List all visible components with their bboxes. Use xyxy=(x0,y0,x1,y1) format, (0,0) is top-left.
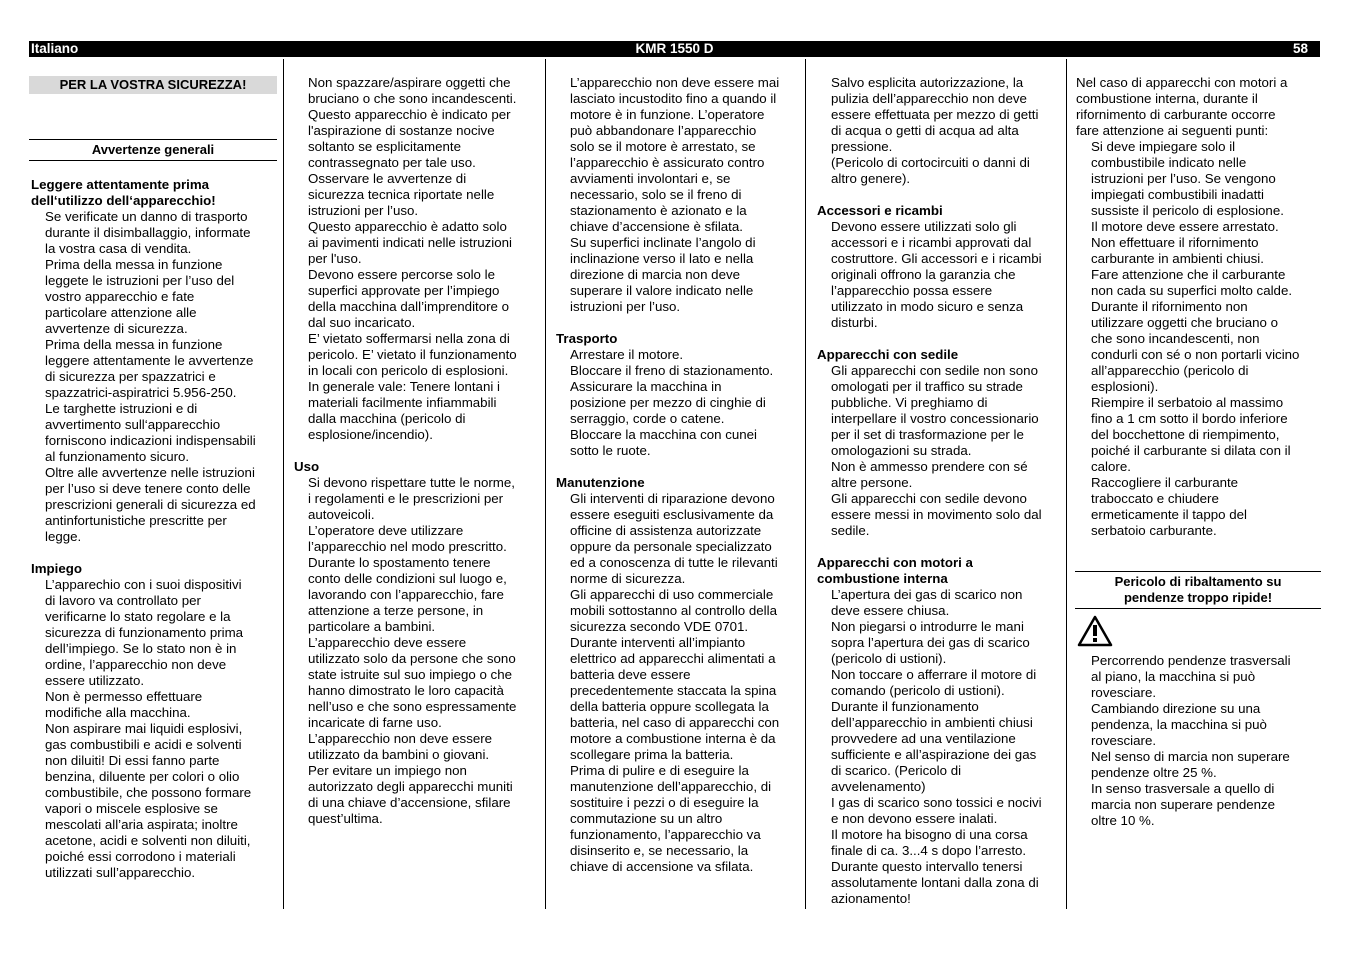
text-line: commutazione su un altro xyxy=(570,811,723,826)
text-line: utilizzare oggetti che bruciano o xyxy=(1091,315,1279,330)
text-line: all’apparecchio (pericolo di xyxy=(1091,363,1249,378)
text-line: Prima di pulire e di eseguire la xyxy=(570,763,749,778)
text-line: esplosioni). xyxy=(1091,379,1159,394)
text-line: ai pavimenti indicati nelle istruzioni xyxy=(308,235,512,250)
text-line: chiave di accensione va sfilata. xyxy=(570,859,754,874)
text-line: precedentemente staccata la spina xyxy=(570,683,777,698)
text-line: durante il disimballaggio, informate xyxy=(45,225,251,240)
read-heading: dell‘utilizzo dell‘apparecchio! xyxy=(31,193,216,208)
text-line: esplosione/incendio). xyxy=(308,427,433,442)
text-line: necessario, solo se il freno di xyxy=(570,187,742,202)
text-line: la vostra casa di vendita. xyxy=(45,241,192,256)
text-line: attenzione a terze persone, in xyxy=(308,603,484,618)
text-line: solo se il motore è arrestato, se xyxy=(570,139,756,154)
text-line: mobili sottostanno al controllo della xyxy=(570,603,777,618)
accessori-heading: Accessori e ricambi xyxy=(817,203,943,218)
text-line: sostituire i pezzi o di eseguire la xyxy=(570,795,759,810)
text-line: Non toccare o afferrare il motore di xyxy=(831,667,1037,682)
text-line: Questo apparecchio è adatto solo xyxy=(308,219,507,234)
text-line: avvertenze di sicurezza. xyxy=(45,321,188,336)
text-line: di lavoro va controllato per xyxy=(45,593,201,608)
text-line: Durante interventi all’impianto xyxy=(570,635,746,650)
text-line: essere messi in movimento solo dal xyxy=(831,507,1042,522)
text-line: superfici approvate per l’impiego xyxy=(308,283,500,298)
text-line: utilizzato da bambini o giovani. xyxy=(308,747,490,762)
text-line: particolare a bambini. xyxy=(308,619,436,634)
manutenzione-lines xyxy=(554,491,800,875)
text-line: hanno dimostrato le loro capacità xyxy=(308,683,504,698)
text-line: funzionamento, l’apparecchio va xyxy=(570,827,761,842)
column-divider xyxy=(805,59,806,909)
text-line: chiave d’accensione è sfilata. xyxy=(570,219,743,234)
text-line: fino a 1 cm sotto il bordo inferiore xyxy=(1091,411,1288,426)
text-line: I gas di scarico sono tossici e nocivi xyxy=(831,795,1042,810)
text-line: sedile. xyxy=(831,523,870,538)
text-line: Raccogliere il carburante xyxy=(1091,475,1239,490)
text-line: non cada su superfici molto calde. xyxy=(1091,283,1293,298)
text-line: sopra l’apertura dei gas di scarico xyxy=(831,635,1030,650)
text-line: Gli apparecchi con sedile non sono xyxy=(831,363,1038,378)
text-line: lavorando con l’apparecchio, fare xyxy=(308,587,504,602)
uso-heading: Uso xyxy=(294,459,320,474)
text-line: altro genere). xyxy=(831,171,911,186)
text-line: batteria, nel caso di apparecchi con xyxy=(570,715,780,730)
text-line: manutenzione dell’apparecchio, di xyxy=(570,779,772,794)
text-line: Non piegarsi o introdurre le mani xyxy=(831,619,1024,634)
text-line: L’operatore deve utilizzare xyxy=(308,523,464,538)
tip-over-title xyxy=(1075,571,1321,609)
text-line: Salvo esplicita autorizzazione, la xyxy=(831,75,1024,90)
text-line: leggere attentamente le avvertenze xyxy=(45,353,254,368)
impiego-lines xyxy=(29,577,277,881)
text-line: L’apparecchio deve essere xyxy=(308,635,467,650)
text-line: comando (pericolo di ustioni). xyxy=(831,683,1005,698)
text-line: acetone, acidi e solventi non diluiti, xyxy=(45,833,251,848)
read-lines xyxy=(29,209,277,545)
text-line: Si devono rispettare tutte le norme, xyxy=(308,475,515,490)
text-line: norme di sicurezza. xyxy=(570,571,686,586)
text-line: Riempire il serbatoio al massimo xyxy=(1091,395,1284,410)
text-line: non diluiti! Di essi fanno parte xyxy=(45,753,220,768)
text-line: l’apparecchio nel modo prescritto. xyxy=(308,539,507,554)
text-line: calore. xyxy=(1091,459,1131,474)
impiego-heading: Impiego xyxy=(31,561,82,576)
text-line: Durante lo spostamento tenere xyxy=(308,555,491,570)
text-line: che sono incandescenti, non xyxy=(1091,331,1260,346)
header-model: KMR 1550 D xyxy=(635,41,714,56)
general-warnings-title: Avvertenze generali xyxy=(29,139,277,161)
text-line: della batteria oppure scollegata la xyxy=(570,699,769,714)
text-line: motore è in funzione. L’operatore xyxy=(570,107,765,122)
manutenzione-heading: Manutenzione xyxy=(556,475,645,490)
text-line: Durante il funzionamento xyxy=(831,699,979,714)
text-line: rovesciare. xyxy=(1091,733,1157,748)
text-line: dal suo incaricato. xyxy=(308,315,416,330)
text-line: ordine, l’apparecchio non deve xyxy=(45,657,227,672)
text-line: essere effettuata per mezzo di getti xyxy=(831,107,1039,122)
text-line: Non è ammesso prendere con sé xyxy=(831,459,1028,474)
column-5 xyxy=(1075,75,1321,829)
warning-triangle-icon xyxy=(1075,609,1321,653)
text-line: autorizzato degli apparecchi muniti xyxy=(308,779,513,794)
text-line: costruttore. Gli accessori e i ricambi xyxy=(831,251,1042,266)
text-line: impiegati combustibili inadatti xyxy=(1091,187,1264,202)
text-line: interpellare il vostro concessionario xyxy=(831,411,1039,426)
text-line: ed a conoscenza di tutte le rilevanti xyxy=(570,555,778,570)
text-line: incaricate di farne uso. xyxy=(308,715,442,730)
text-line: traboccato e chiudere xyxy=(1091,491,1219,506)
tip-over-title-line: pendenze troppo ripide! xyxy=(1123,590,1273,605)
text-line: accessori e i ricambi approvati dal xyxy=(831,235,1032,250)
text-line: sufficiente e all’aspirazione dei gas xyxy=(831,747,1037,762)
header-language: Italiano xyxy=(31,41,79,56)
text-line: Gli interventi di riparazione devono xyxy=(570,491,775,506)
text-line: istruzioni per l’uso. xyxy=(308,203,419,218)
text-line: Prima della messa in funzione xyxy=(45,257,223,272)
text-line: ermeticamente il tappo del xyxy=(1091,507,1247,522)
text-line: i regolamenti e le prescrizioni per xyxy=(308,491,504,506)
text-line: finale di ca. 3...4 s dopo l’arresto. xyxy=(831,843,1027,858)
col2-lines xyxy=(292,75,540,443)
text-line: omologati per il traffico su strade xyxy=(831,379,1023,394)
text-line: L’apparechio con i suoi dispositivi xyxy=(45,577,242,592)
text-line: pubbliche. Vi preghiamo di xyxy=(831,395,988,410)
text-line: istruzioni per l’uso. xyxy=(570,299,681,314)
text-line: disinserito e, se necessario, la xyxy=(570,843,749,858)
text-line: stazionamento è azionato e la xyxy=(570,203,747,218)
text-line: pendenze oltre 25 %. xyxy=(1091,765,1217,780)
text-line: rovesciare. xyxy=(1091,685,1157,700)
tip-over-title-line: Pericolo di ribaltamento su xyxy=(1114,574,1282,589)
text-line: motore a combustione interna è da xyxy=(570,731,776,746)
text-line: pulizia dell’apparecchio non deve xyxy=(831,91,1027,106)
text-line: avvelenamento) xyxy=(831,779,926,794)
text-line: Le targhette istruzioni e di xyxy=(45,401,198,416)
text-line: della macchina dall’imprenditore o xyxy=(308,299,510,314)
text-line: Non spazzare/aspirare oggetti che xyxy=(308,75,511,90)
text-line: mescolati all’aria aspirata; inoltre xyxy=(45,817,238,832)
text-line: Nel senso di marcia non superare xyxy=(1091,749,1290,764)
text-line: antinfortunistiche prescritte per xyxy=(45,513,227,528)
text-line: L’apparecchio non deve essere xyxy=(308,731,493,746)
text-line: E’ vietato soffermarsi nella zona di xyxy=(308,331,510,346)
text-line: vapori o miscele esplosive se xyxy=(45,801,218,816)
text-line: di scarico. (Pericolo di xyxy=(831,763,962,778)
column-2 xyxy=(292,75,540,827)
text-line: quest’ultima. xyxy=(308,811,383,826)
text-line: essere eseguiti esclusivamente da xyxy=(570,507,774,522)
text-line: pendenza, la macchina si può xyxy=(1091,717,1267,732)
text-line: disturbi. xyxy=(831,315,878,330)
text-line: rifornimento di carburante occorre xyxy=(1076,107,1276,122)
text-line: elettrico ad apparecchi alimentati a xyxy=(570,651,776,666)
sedile-heading: Apparecchi con sedile xyxy=(817,347,959,362)
text-line: Su superfici inclinate l’angolo di xyxy=(570,235,756,250)
motori-lines xyxy=(815,587,1061,907)
text-line: spazzatrici-aspiratrici 5.956-250. xyxy=(45,385,237,400)
text-line: legge. xyxy=(45,529,82,544)
text-line: superare il valore indicato nelle xyxy=(570,283,754,298)
text-line: materiali facilmente infiammabili xyxy=(308,395,497,410)
text-line: Fare attenzione che il carburante xyxy=(1091,267,1286,282)
text-line: combustione interna, durante il xyxy=(1076,91,1258,106)
text-line: serraggio, corde o catene. xyxy=(570,411,725,426)
text-line: combustibile, che possono formare xyxy=(45,785,252,800)
text-line: del bocchettone di riempimento, xyxy=(1091,427,1280,442)
text-line: officine di assistenza autorizzate xyxy=(570,523,762,538)
header-page-number: 58 xyxy=(1292,41,1308,56)
text-line: per il set di trasformazione per le xyxy=(831,427,1024,442)
text-line: sicurezza tecnica riportate nelle xyxy=(308,187,495,202)
text-line: Gli apparecchi con sedile devono xyxy=(831,491,1027,506)
text-line: Non effettuare il rifornimento xyxy=(1091,235,1259,250)
text-line: combustibile indicato nelle xyxy=(1091,155,1247,170)
text-line: fare attenzione ai seguenti punti: xyxy=(1076,123,1269,138)
text-line: avviamenti involontari e, se xyxy=(570,171,731,186)
text-line: conto delle condizioni sul luogo e, xyxy=(308,571,507,586)
text-line: pressione. xyxy=(831,139,893,154)
page-header xyxy=(29,41,1320,57)
text-line: oppure da personale specializzato xyxy=(570,539,772,554)
text-line: condurli con sé o non portarli vicino xyxy=(1091,347,1300,362)
text-line: al funzionamento sicuro. xyxy=(45,449,190,464)
text-line: modifiche alla macchina. xyxy=(45,705,191,720)
text-line: dalla macchina (pericolo di xyxy=(308,411,466,426)
text-line: omologazioni su strada. xyxy=(831,443,972,458)
column-divider xyxy=(283,59,284,909)
text-line: Arrestare il motore. xyxy=(570,347,684,362)
text-line: l'aspirazione di sostanze nocive xyxy=(308,123,495,138)
text-line: poiché essi corrodono i materiali xyxy=(45,849,236,864)
text-line: Durante questo intervallo tenersi xyxy=(831,859,1023,874)
text-line: Per evitare un impiego non xyxy=(308,763,467,778)
text-line: sussiste il pericolo di esplosione. xyxy=(1091,203,1284,218)
text-line: di una chiave d’accensione, sfilare xyxy=(308,795,511,810)
text-line: Devono essere utilizzati solo gli xyxy=(831,219,1017,234)
text-line: posizione per mezzo di cinghie di xyxy=(570,395,766,410)
text-line: particolare attenzione alle xyxy=(45,305,197,320)
text-line: in locali con pericolo di esplosioni. xyxy=(308,363,509,378)
text-line: L’apparecchio non deve essere mai xyxy=(570,75,780,90)
tip-over-lines xyxy=(1075,653,1321,829)
text-line: batteria deve essere xyxy=(570,667,691,682)
motori-heading: Apparecchi con motori a xyxy=(817,555,973,570)
text-line: e non devono essere inalati. xyxy=(831,811,998,826)
sedile-lines xyxy=(815,363,1061,539)
text-line: serbatoio carburante. xyxy=(1091,523,1217,538)
text-line: istruzioni per l’uso. Se vengono xyxy=(1091,171,1276,186)
text-line: gas combustibili e acidi e solventi xyxy=(45,737,242,752)
text-line: sotto le ruote. xyxy=(570,443,651,458)
text-line: può abbandonare l’apparecchio xyxy=(570,123,757,138)
fuel-intro-lines xyxy=(1075,75,1321,139)
text-line: marcia non superare pendenze xyxy=(1091,797,1276,812)
text-line: prescrizioni generali di sicurezza ed xyxy=(45,497,256,512)
text-line: contrassegnato per tale uso. xyxy=(308,155,476,170)
text-line: l’apparecchio possa essere xyxy=(831,283,993,298)
text-line: bruciano o che sono incandescenti. xyxy=(308,91,517,106)
col3-lines xyxy=(554,75,800,315)
text-line: Percorrendo pendenze trasversali xyxy=(1091,653,1291,668)
column-3 xyxy=(554,75,800,875)
text-line: assolutamente lontani dalla zona di xyxy=(831,875,1039,890)
text-line: Gli apparecchi di uso commerciale xyxy=(570,587,774,602)
text-line: oltre 10 %. xyxy=(1091,813,1155,828)
text-line: In senso trasversale a quello di xyxy=(1091,781,1275,796)
text-line: (Pericolo di cortocircuiti o danni di xyxy=(831,155,1030,170)
text-line: scollegare prima la batteria. xyxy=(570,747,734,762)
text-line: utilizzato solo da persone che sono xyxy=(308,651,516,666)
text-line: verificarne lo stato regolare e la xyxy=(45,609,231,624)
text-line: Non è permesso effettuare xyxy=(45,689,203,704)
text-line: (pericolo di ustioni). xyxy=(831,651,947,666)
text-line: sicurezza di funzionamento prima xyxy=(45,625,244,640)
text-line: Osservare le avvertenze di xyxy=(308,171,467,186)
text-line: utilizzato in modo sicuro e senza xyxy=(831,299,1024,314)
text-line: pericolo. E’ vietato il funzionamento xyxy=(308,347,517,362)
trasporto-lines xyxy=(554,347,800,459)
text-line: direzione di marcia non deve xyxy=(570,267,741,282)
text-line: Bloccare la macchina con cunei xyxy=(570,427,757,442)
text-line: forniscono indicazioni indispensabili xyxy=(45,433,256,448)
column-divider xyxy=(1066,59,1067,909)
text-line: Questo apparecchio è indicato per xyxy=(308,107,511,122)
text-line: Oltre alle avvertenze nelle istruzioni xyxy=(45,465,255,480)
text-line: di sicurezza per spazzatrici e xyxy=(45,369,216,384)
text-line: nell’uso e che sono espressamente xyxy=(308,699,517,714)
safety-title: PER LA VOSTRA SICUREZZA! xyxy=(29,76,277,94)
text-line: soltanto se esplicitamente xyxy=(308,139,461,154)
column-1 xyxy=(29,75,277,881)
text-line: In generale vale: Tenere lontani i xyxy=(308,379,500,394)
text-line: utilizzati sull’apparecchio. xyxy=(45,865,196,880)
text-line: provvedere ad una ventilazione xyxy=(831,731,1016,746)
text-line: Bloccare il freno di stazionamento. xyxy=(570,363,774,378)
text-line: per l’uso si deve tenere conto delle xyxy=(45,481,251,496)
text-line: sicurezza secondo VDE 0701. xyxy=(570,619,749,634)
text-line: l’apparecchio è assicurato contro xyxy=(570,155,765,170)
trasporto-heading: Trasporto xyxy=(556,331,618,346)
text-line: L’apertura dei gas di scarico non xyxy=(831,587,1023,602)
text-line: Il motore ha bisogno di una corsa xyxy=(831,827,1028,842)
text-line: lasciato incustodito fino a quando il xyxy=(570,91,777,106)
motori-heading: combustione interna xyxy=(817,571,948,586)
text-line: Assicurare la macchina in xyxy=(570,379,722,394)
text-line: carburante in ambienti chiusi. xyxy=(1091,251,1264,266)
text-line: Si deve impiegare solo il xyxy=(1091,139,1236,154)
read-heading: Leggere attentamente prima xyxy=(31,177,210,192)
text-line: Nel caso di apparecchi con motori a xyxy=(1076,75,1288,90)
text-line: Durante il rifornimento non xyxy=(1091,299,1248,314)
text-line: essere utilizzato. xyxy=(45,673,145,688)
text-line: altre persone. xyxy=(831,475,913,490)
text-line: al piano, la macchina si può xyxy=(1091,669,1256,684)
text-line: inclinazione verso il lato e nella xyxy=(570,251,754,266)
column-4 xyxy=(815,75,1061,907)
text-line: azionamento! xyxy=(831,891,911,906)
text-line: poiché il carburante si dilata con il xyxy=(1091,443,1291,458)
text-line: dell’impiego. Se lo stato non è in xyxy=(45,641,237,656)
text-line: state istruite sul suo impiego o che xyxy=(308,667,512,682)
text-line: per l'uso. xyxy=(308,251,362,266)
text-line: di acqua o getti di acqua ad alta xyxy=(831,123,1019,138)
text-line: Devono essere percorse solo le xyxy=(308,267,495,282)
text-line: Il motore deve essere arrestato. xyxy=(1091,219,1279,234)
column-divider xyxy=(545,59,546,909)
text-line: deve essere chiusa. xyxy=(831,603,950,618)
accessori-lines xyxy=(815,219,1061,331)
text-line: avvertimento sull‘apparecchio xyxy=(45,417,221,432)
text-line: originali offrono la garanzia che xyxy=(831,267,1016,282)
fuel-lines xyxy=(1075,139,1321,539)
text-line: autoveicoli. xyxy=(308,507,375,522)
text-line: dell’apparecchio in ambienti chiusi xyxy=(831,715,1033,730)
text-line: Non aspirare mai liquidi esplosivi, xyxy=(45,721,243,736)
text-line: Cambiando direzione su una xyxy=(1091,701,1261,716)
uso-lines xyxy=(292,475,540,827)
text-line: leggete le istruzioni per l’uso del xyxy=(45,273,235,288)
text-line: benzina, diluente per colori o olio xyxy=(45,769,240,784)
text-line: vostro apparecchio e fate xyxy=(45,289,195,304)
text-line: Se verificate un danno di trasporto xyxy=(45,209,248,224)
col4-lines xyxy=(815,75,1061,187)
text-line: Prima della messa in funzione xyxy=(45,337,223,352)
